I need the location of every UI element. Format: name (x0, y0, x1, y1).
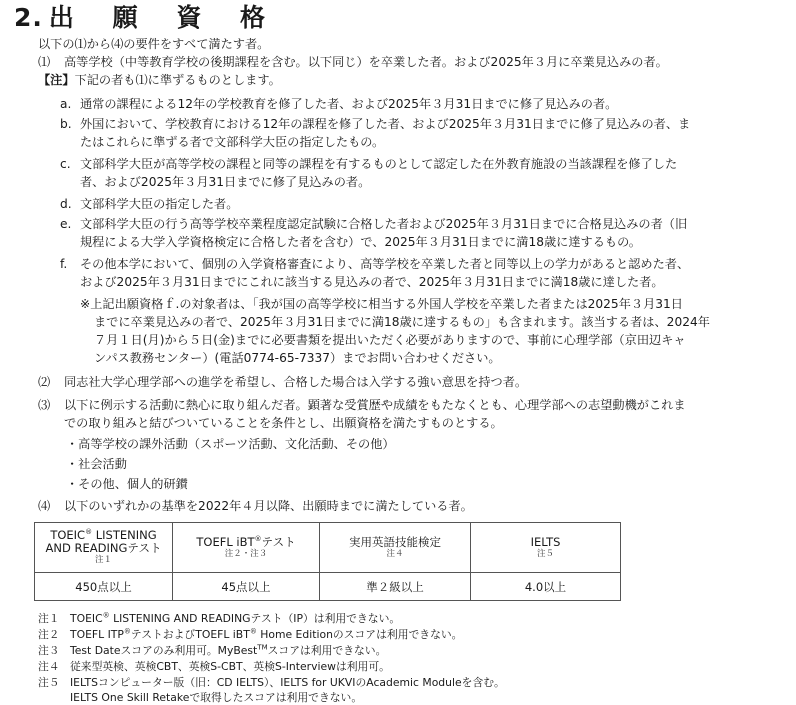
list-item-f (60, 257, 689, 271)
score-requirements-table (34, 522, 621, 601)
header-text: テスト (261, 534, 296, 549)
footnote-1 (38, 612, 400, 625)
footnote-label: 注３ (38, 644, 60, 657)
requirement-4 (38, 499, 473, 513)
table-header-toefl (173, 523, 320, 573)
registered-mark: ® (85, 528, 93, 537)
footnote-label: 注１ (38, 612, 60, 625)
footnote-text: LISTENING AND READINGテスト（IP）は利用できない。 (109, 612, 401, 625)
footnote-5 (38, 676, 505, 689)
header-note: 注１ (94, 555, 112, 565)
item-text: その他本学において、個別の入学資格審査により、高等学校を卒業した者と同等以上の学力があると認めた者、 (80, 257, 690, 271)
table-cell-toeic: 450点以上 (35, 573, 173, 601)
header-text: TOEFL iBT (196, 534, 255, 549)
header-text: TOEIC (50, 528, 86, 542)
table-header-row (35, 523, 621, 573)
requirement-3 (38, 398, 686, 412)
footnote-2 (38, 628, 462, 641)
note-text: 下記の者も⑴に準ずるものとします。 (74, 73, 281, 87)
list-item-c-cont: 者、および2025年３月31日までに修了見込みの者。 (80, 175, 371, 189)
section-title-text: 出 願 資 格 (48, 3, 281, 32)
table-cell-eiken: 準２級以上 (320, 573, 471, 601)
footnote-text: 従来型英検、英検CBT、英検S-CBT、英検S-Interviewは利用可。 (70, 660, 390, 673)
list-item-d (60, 197, 238, 211)
item-marker: e. (60, 217, 72, 231)
asterisk-note-line-4: ンパス教務センター）(電話0774-65-7337）までお問い合わせください。 (94, 351, 501, 365)
section-title (14, 0, 280, 34)
footnote-text: TOEIC (70, 612, 103, 625)
table-header-ielts (471, 523, 621, 573)
table-header-toeic (35, 523, 173, 573)
header-text: IELTS (530, 534, 561, 549)
requirement-3-text: 以下に例示する活動に熱心に取り組んだ者。顕著な受賞歴や成績をもたなくとも、心理学部への志望動機がこれま (64, 398, 686, 412)
list-item-b-cont: たはこれらに準ずる者で文部科学大臣の指定したもの。 (80, 135, 385, 149)
footnote-label: 注４ (38, 660, 60, 673)
item-marker: b. (60, 117, 72, 131)
list-item-e-cont: 規程による大学入学資格検定に合格した者を含む）で、2025年３月31日までに満18歳に達するもの。 (80, 235, 641, 249)
trademark-mark: TM (257, 643, 268, 652)
asterisk-note-line-3: ７月１日(月)から５日(金)までに必要書類を提出いただく必要がありますので、事前に心理学部（京田辺キャ (94, 333, 686, 347)
footnote-text: Home Editionのスコアは利用できない。 (256, 628, 463, 641)
requirement-3-cont: での取り組みと結びついていることを条件とし、出願資格を満たすものとする。 (64, 416, 503, 430)
table-row (35, 573, 621, 601)
item-text: 文部科学大臣が高等学校の課程と同等の課程を有するものとして認定した在外教育施設の当該課程を修了した (80, 157, 678, 171)
requirement-1-marker: ⑴ (38, 55, 51, 69)
footnote-4 (38, 660, 390, 673)
item-text: 通常の課程による12年の学校教育を修了した者、および2025年３月31日までに修了見込みの者。 (80, 97, 618, 111)
requirement-1-text: 高等学校（中等教育学校の後期課程を含む。以下同じ）を卒業した者。および2025年３月に卒業見込みの者。 (64, 55, 668, 69)
requirement-2-text: 同志社大学心理学部への進学を希望し、合格した場合は入学する強い意思を持つ者。 (64, 375, 528, 389)
item-text: 外国において、学校教育における12年の課程を修了した者、および2025年３月31日までに修了見込みの者、ま (80, 117, 691, 131)
asterisk-note-line-1: ※上記出願資格ｆ.の対象者は、「我が国の高等学校に相当する外国人学校を卒業した者または2025年３月31日 (80, 297, 683, 311)
table-cell-ielts: 4.0以上 (471, 573, 621, 601)
list-item-a (60, 97, 617, 111)
footnote-text: テストおよびTOEFL iBT (130, 628, 250, 641)
item-marker: d. (60, 197, 72, 211)
item-marker: c. (60, 157, 71, 171)
item-text: 文部科学大臣の指定した者。 (80, 197, 239, 211)
header-note: 注４ (386, 548, 404, 559)
note-label: 【注】 (38, 73, 75, 87)
requirement-2 (38, 375, 527, 389)
registered-mark: ® (254, 534, 262, 543)
list-item-b (60, 117, 690, 131)
bullet-item: ・その他、個人的研鑚 (66, 477, 188, 491)
requirement-4-text: 以下のいずれかの基準を2022年４月以降、出願時までに満たしている者。 (64, 499, 473, 513)
item-text: 文部科学大臣の行う高等学校卒業程度認定試験に合格した者および2025年３月31日までに合格見込みの者（旧 (80, 217, 688, 231)
bullet-item: ・高等学校の課外活動（スポーツ活動、文化活動、その他） (66, 437, 395, 451)
list-item-e (60, 217, 687, 231)
footnote-5-cont: IELTS One Skill Retakeで取得したスコアは利用できない。 (70, 691, 363, 704)
item-marker: a. (60, 97, 72, 111)
header-text: LISTENING (92, 528, 157, 542)
registered-mark: ® (249, 627, 257, 636)
requirement-3-marker: ⑶ (38, 398, 51, 412)
bullet-item: ・社会活動 (66, 457, 127, 471)
header-note: 注２・注３ (224, 548, 268, 559)
item-marker: f. (60, 257, 68, 271)
table-header-eiken (320, 523, 471, 573)
requirement-1-note (38, 73, 281, 87)
footnote-text: Test Dateスコアのみ利用可。MyBest (70, 644, 258, 657)
footnote-label: 注２ (38, 628, 60, 641)
requirement-2-marker: ⑵ (38, 375, 51, 389)
footnote-text: TOEFL ITP (70, 628, 124, 641)
requirement-4-marker: ⑷ (38, 499, 51, 513)
list-item-f-cont: および2025年３月31日までにこれに該当する見込みの者で、2025年３月31日までに満18歳に達した者。 (80, 275, 664, 289)
section-number: 2. (14, 3, 43, 32)
header-text: AND READINGテスト (45, 541, 162, 555)
list-item-c (60, 157, 677, 171)
registered-mark: ® (123, 627, 131, 636)
footnote-label: 注５ (38, 676, 60, 689)
registered-mark: ® (102, 611, 110, 620)
intro-text: 以下の⑴から⑷の要件をすべて満たす者。 (38, 37, 270, 51)
footnote-text: スコアは利用できない。 (267, 644, 387, 657)
header-text: 実用英語技能検定 (349, 534, 441, 549)
table-cell-toefl: 45点以上 (173, 573, 320, 601)
asterisk-note-line-2: までに卒業見込みの者で、2025年３月31日までに満18歳に達するもの」も含まれます。該当する者は、2024年 (94, 315, 710, 329)
requirement-1 (38, 55, 668, 69)
header-note: 注５ (536, 548, 554, 559)
footnote-3 (38, 644, 386, 657)
footnote-text: IELTSコンピューター版（旧：CD IELTS）、IELTS for UKVIのAcademic Moduleを含む。 (70, 676, 505, 689)
